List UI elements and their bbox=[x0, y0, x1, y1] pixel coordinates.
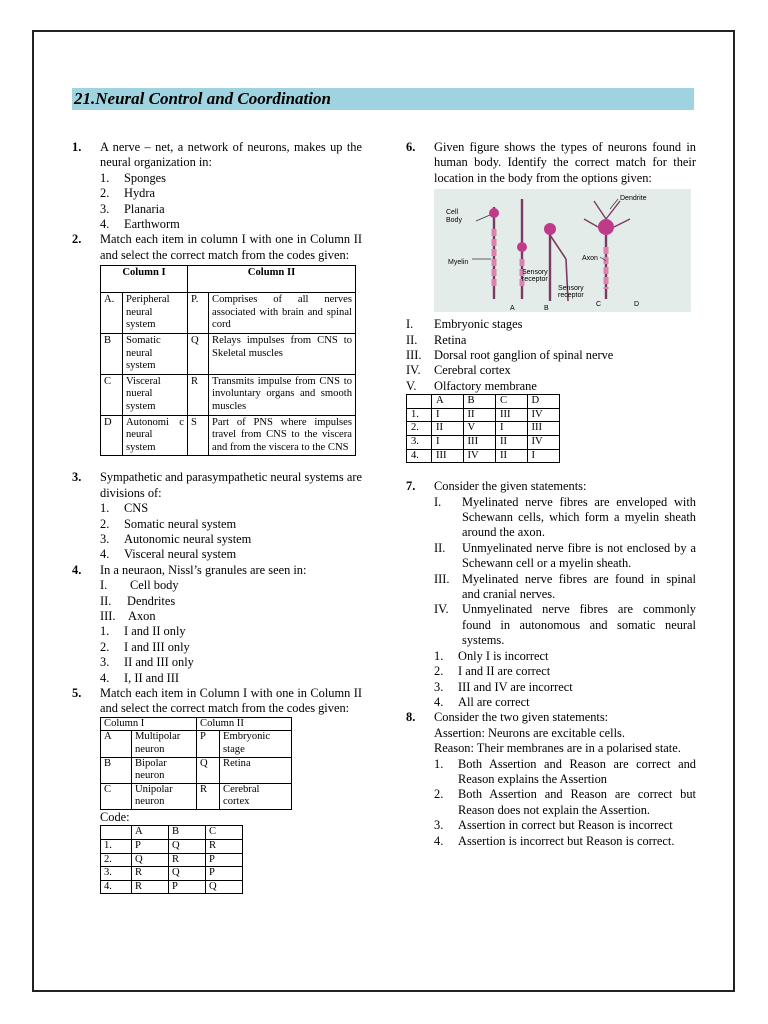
question-text: Sympathetic and parasympathetic neural systems are divisions of: bbox=[100, 470, 362, 500]
statement-text: Embryonic stages bbox=[434, 317, 523, 332]
table-row[interactable] bbox=[407, 408, 560, 422]
table-cell: Q bbox=[188, 334, 209, 375]
table-cell: 1. bbox=[407, 408, 432, 422]
option-text: Visceral neural system bbox=[124, 547, 237, 562]
option-number: 1. bbox=[434, 648, 444, 663]
option-number: 1. bbox=[434, 756, 444, 771]
option-1[interactable] bbox=[100, 171, 362, 186]
statement-2 bbox=[434, 541, 696, 572]
question-text: A nerve – net, a network of neurons, makes up the neural organization in: bbox=[100, 140, 362, 170]
table-cell: Somatic neural system bbox=[123, 334, 188, 375]
code-table bbox=[406, 394, 560, 463]
option-text: Planaria bbox=[124, 201, 165, 216]
table-cell: I bbox=[495, 422, 527, 436]
table-cell: III bbox=[463, 436, 495, 450]
option-number: 2. bbox=[100, 516, 110, 531]
option-text: Assertion in correct but Reason is incorrect bbox=[458, 818, 673, 833]
option-1[interactable] bbox=[100, 501, 362, 516]
statement-number: I. bbox=[434, 494, 442, 509]
statement-text: Unmyelinated nerve fibres are commonly found in autonomous and somatic neural systems. bbox=[462, 602, 696, 648]
table-cell: A bbox=[132, 826, 169, 840]
chapter-title-bar bbox=[72, 88, 694, 110]
question-7 bbox=[406, 479, 696, 710]
table-cell: R bbox=[188, 374, 209, 415]
table-cell: Cerebral cortex bbox=[220, 783, 292, 809]
table-cell: A. bbox=[101, 293, 123, 334]
option-text: Assertion is incorrect but Reason is correct. bbox=[458, 833, 675, 848]
option-1[interactable] bbox=[434, 757, 696, 788]
option-text: Earthworm bbox=[124, 217, 180, 232]
table-cell: B bbox=[169, 826, 206, 840]
option-3[interactable] bbox=[100, 202, 362, 217]
table-cell: S bbox=[188, 415, 209, 456]
figure-label-c: C bbox=[596, 301, 602, 309]
option-text: I and III only bbox=[124, 639, 190, 654]
option-text: Both Assertion and Reason are correct but Reason does not explain the Assertion. bbox=[458, 787, 696, 817]
question-1 bbox=[72, 140, 362, 232]
option-text: CNS bbox=[124, 501, 149, 516]
left-column bbox=[72, 140, 362, 894]
figure-label-dendrite: Dendrite bbox=[620, 195, 647, 203]
question-text: Consider the two given statements: bbox=[434, 710, 609, 725]
statement-4 bbox=[406, 363, 696, 378]
question-number: 1. bbox=[72, 140, 82, 154]
column-header: Column I bbox=[101, 266, 188, 293]
statement-number: III. bbox=[406, 348, 422, 363]
table-cell: A bbox=[101, 731, 132, 757]
question-4 bbox=[72, 563, 362, 686]
table-row[interactable] bbox=[407, 422, 560, 436]
table-cell: 1. bbox=[101, 840, 132, 854]
table-cell: Q bbox=[132, 853, 169, 867]
spacer bbox=[406, 463, 696, 479]
statement-3 bbox=[406, 348, 696, 363]
option-3[interactable] bbox=[100, 655, 362, 670]
question-6 bbox=[406, 140, 696, 312]
figure-label-cell-body: Cell Body bbox=[446, 209, 462, 225]
question-text: Match each item in column I with one in Column II and select the correct match from the codes given: bbox=[100, 232, 362, 262]
table-cell: 3. bbox=[101, 867, 132, 881]
table-cell: II bbox=[463, 408, 495, 422]
question-number: 7. bbox=[406, 479, 416, 494]
table-row bbox=[101, 757, 292, 783]
option-number: 2. bbox=[434, 664, 444, 679]
table-row[interactable] bbox=[101, 880, 243, 894]
option-number: 3. bbox=[100, 532, 110, 546]
option-number: 1. bbox=[100, 501, 110, 516]
option-text: II and III only bbox=[124, 655, 194, 670]
table-cell: Unipolar neuron bbox=[132, 783, 197, 809]
option-text: Autonomic neural system bbox=[124, 532, 252, 546]
table-cell: P bbox=[206, 853, 243, 867]
right-column bbox=[406, 140, 696, 849]
table-cell: Relays impulses from CNS to Skeletal muscles bbox=[209, 334, 356, 375]
table-cell: Retina bbox=[220, 757, 292, 783]
option-3[interactable] bbox=[434, 818, 696, 833]
statement-text: Retina bbox=[434, 332, 467, 347]
question-text: Match each item in Column I with one in Column II and select the correct match from the codes given: bbox=[100, 686, 362, 716]
table-row[interactable] bbox=[101, 853, 243, 867]
question-number: 4. bbox=[72, 562, 82, 577]
table-cell: P bbox=[132, 840, 169, 854]
statement-number: I. bbox=[406, 317, 414, 332]
code-label: Code: bbox=[100, 810, 130, 825]
statement-text: Cerebral cortex bbox=[434, 363, 511, 378]
statement-3 bbox=[100, 609, 362, 624]
question-number: 5. bbox=[72, 686, 82, 701]
table-cell: Bipolar neuron bbox=[132, 757, 197, 783]
statement-2 bbox=[100, 594, 362, 609]
option-text: III and IV are incorrect bbox=[458, 679, 573, 694]
table-cell: P bbox=[206, 867, 243, 881]
table-cell bbox=[101, 826, 132, 840]
table-cell: IV bbox=[527, 408, 560, 422]
table-cell: IV bbox=[463, 449, 495, 463]
table-cell: Embryonic stage bbox=[220, 731, 292, 757]
table-cell: R bbox=[197, 783, 220, 809]
option-1[interactable] bbox=[100, 624, 362, 639]
option-number: 4. bbox=[100, 670, 110, 685]
reason-text: Reason: Their membranes are in a polarised state. bbox=[434, 741, 681, 756]
table-cell: R bbox=[132, 867, 169, 881]
option-text: All are correct bbox=[458, 694, 530, 709]
statement-text: Myelinated nerve fibres are found in spinal and cranial nerves. bbox=[462, 571, 696, 602]
table-cell: B bbox=[101, 757, 132, 783]
table-cell: Q bbox=[197, 757, 220, 783]
figure-label-a: A bbox=[510, 305, 515, 313]
table-row bbox=[101, 731, 292, 757]
table-cell: A bbox=[432, 395, 464, 409]
spacer bbox=[72, 456, 362, 470]
table-cell: C bbox=[101, 783, 132, 809]
statement-number: V. bbox=[406, 378, 417, 393]
table-cell: Peripheral neural system bbox=[123, 293, 188, 334]
column-header: Column I bbox=[101, 717, 197, 731]
option-4[interactable] bbox=[100, 217, 362, 232]
table-cell: B bbox=[101, 334, 123, 375]
table-cell: R bbox=[206, 840, 243, 854]
question-text: In a neuraon, Nissl’s granules are seen in: bbox=[100, 562, 307, 577]
statement-text: Myelinated nerve fibres are enveloped with Schewann cells, which form a myelin sheath around the axon. bbox=[462, 494, 696, 540]
question-number: 2. bbox=[72, 232, 82, 247]
statement-number: III. bbox=[434, 571, 450, 586]
table-cell: Q bbox=[169, 867, 206, 881]
option-number: 4. bbox=[100, 217, 110, 232]
chapter-title: 21.Neural Control and Coordination bbox=[74, 89, 331, 108]
table-row[interactable] bbox=[101, 867, 243, 881]
figure-label-sensory-receptor: Sensory receptor bbox=[522, 269, 548, 284]
statements bbox=[100, 578, 362, 624]
option-number: 4. bbox=[434, 694, 444, 709]
option-text: Sponges bbox=[124, 170, 166, 185]
option-4[interactable] bbox=[434, 695, 696, 710]
options bbox=[100, 501, 362, 563]
table-cell bbox=[407, 395, 432, 409]
table-row[interactable] bbox=[407, 449, 560, 463]
options bbox=[434, 757, 696, 849]
table-cell: Q bbox=[206, 880, 243, 894]
statement-text: Unmyelinated nerve fibre is not enclosed by a Schewann cell or a myelin sheath. bbox=[462, 540, 696, 571]
statement-number: I. bbox=[100, 578, 108, 593]
option-number: 1. bbox=[100, 170, 110, 185]
table-cell: II bbox=[495, 436, 527, 450]
options bbox=[100, 171, 362, 233]
table-cell: B bbox=[463, 395, 495, 409]
table-cell: P bbox=[197, 731, 220, 757]
statement-text: Olfactory membrane bbox=[434, 378, 537, 393]
table-cell: C bbox=[101, 374, 123, 415]
neuron-types-figure bbox=[434, 189, 691, 312]
table-cell: Multipolar neuron bbox=[132, 731, 197, 757]
table-cell: II bbox=[432, 422, 464, 436]
table-row[interactable] bbox=[101, 840, 243, 854]
table-cell: 4. bbox=[407, 449, 432, 463]
option-2[interactable] bbox=[100, 640, 362, 655]
table-cell: 4. bbox=[101, 880, 132, 894]
option-number: 2. bbox=[100, 186, 110, 201]
options bbox=[100, 624, 362, 686]
question-5 bbox=[72, 686, 362, 894]
statement-1 bbox=[406, 317, 696, 332]
table-cell: P bbox=[169, 880, 206, 894]
statement-4 bbox=[434, 602, 696, 648]
statement-number: II. bbox=[100, 593, 112, 608]
question-6-statements bbox=[406, 317, 696, 463]
option-3[interactable] bbox=[100, 532, 362, 547]
table-row[interactable] bbox=[407, 436, 560, 450]
table-cell: 3. bbox=[407, 436, 432, 450]
table-cell: C bbox=[206, 826, 243, 840]
question-8 bbox=[406, 710, 696, 849]
statement-5 bbox=[406, 379, 696, 394]
option-text: Only I is incorrect bbox=[458, 648, 549, 663]
option-number: 2. bbox=[434, 787, 444, 802]
table-cell: Part of PNS where impulses travel from CNS to the viscera and from the viscera to the CNS bbox=[209, 415, 356, 456]
table-cell: P. bbox=[188, 293, 209, 334]
table-cell: III bbox=[495, 408, 527, 422]
table-cell: I bbox=[527, 449, 560, 463]
statement-text: Cell body bbox=[130, 578, 179, 593]
table-cell: D bbox=[527, 395, 560, 409]
figure-label-myelin: Myelin bbox=[448, 259, 469, 267]
table-cell: Q bbox=[169, 840, 206, 854]
table-cell: Visceral nueral system bbox=[123, 374, 188, 415]
option-2[interactable] bbox=[100, 517, 362, 532]
option-text: Hydra bbox=[124, 186, 155, 201]
question-number: 6. bbox=[406, 140, 416, 154]
table-cell: I bbox=[432, 408, 464, 422]
option-text: I and II only bbox=[124, 624, 186, 639]
option-number: 4. bbox=[100, 547, 110, 562]
question-text: Consider the given statements: bbox=[434, 479, 587, 494]
figure-label-axon: Axon bbox=[582, 255, 598, 263]
option-number: 4. bbox=[434, 833, 444, 848]
option-number: 3. bbox=[434, 679, 444, 694]
option-2[interactable] bbox=[434, 787, 696, 818]
statement-number: II. bbox=[406, 332, 418, 347]
table-row bbox=[101, 374, 356, 415]
statement-number: III. bbox=[100, 609, 116, 624]
question-number: 3. bbox=[72, 470, 82, 485]
option-4[interactable] bbox=[434, 834, 696, 849]
table-cell: Autonomi c neural system bbox=[123, 415, 188, 456]
assertion-text: Assertion: Neurons are excitable cells. bbox=[434, 725, 625, 740]
option-number: 3. bbox=[100, 201, 110, 216]
statements bbox=[434, 495, 696, 649]
table-cell: R bbox=[132, 880, 169, 894]
option-3[interactable] bbox=[434, 680, 696, 695]
figure-label-sensory-receptor: Sensory receptor bbox=[558, 285, 584, 300]
table-cell: III bbox=[527, 422, 560, 436]
table-cell: IV bbox=[527, 436, 560, 450]
option-text: Somatic neural system bbox=[124, 516, 237, 531]
statement-number: IV. bbox=[406, 363, 421, 378]
statement-text: Dorsal root ganglion of spinal nerve bbox=[434, 348, 614, 363]
statement-1 bbox=[434, 495, 696, 541]
figure-label-b: B bbox=[544, 305, 549, 313]
table-cell: III bbox=[432, 449, 464, 463]
table-row bbox=[101, 415, 356, 456]
option-number: 3. bbox=[100, 655, 110, 670]
table-cell: C bbox=[495, 395, 527, 409]
table-cell: D bbox=[101, 415, 123, 456]
statement-3 bbox=[434, 572, 696, 603]
table-cell: Transmits impulse from CNS to involuntary organs and smooth muscles bbox=[209, 374, 356, 415]
table-cell: 2. bbox=[101, 853, 132, 867]
table-row bbox=[101, 783, 292, 809]
question-text: Given figure shows the types of neurons found in human body. Identify the correct match for their location in the body from the options given: bbox=[434, 140, 696, 185]
question-2 bbox=[72, 232, 362, 456]
table-cell: II bbox=[495, 449, 527, 463]
option-text: Both Assertion and Reason are correct and Reason explains the Assertion bbox=[458, 756, 696, 786]
option-number: 1. bbox=[100, 624, 110, 639]
option-number: 2. bbox=[100, 639, 110, 654]
table-cell: 2. bbox=[407, 422, 432, 436]
statement-1 bbox=[100, 578, 362, 593]
statement-number: II. bbox=[434, 540, 446, 555]
option-2[interactable] bbox=[434, 664, 696, 679]
question-3 bbox=[72, 470, 362, 562]
match-table bbox=[100, 265, 356, 456]
options bbox=[434, 649, 696, 711]
option-number: 3. bbox=[434, 818, 444, 833]
statement-number: IV. bbox=[434, 602, 449, 617]
table-row bbox=[101, 293, 356, 334]
option-text: I, II and III bbox=[124, 670, 180, 685]
statement-text: Axon bbox=[128, 609, 156, 624]
statement-text: Dendrites bbox=[127, 593, 176, 608]
option-text: I and II are correct bbox=[458, 664, 551, 679]
table-cell: R bbox=[169, 853, 206, 867]
code-table bbox=[100, 825, 243, 894]
table-row bbox=[101, 334, 356, 375]
option-1[interactable] bbox=[434, 649, 696, 664]
table-cell: Comprises of all nerves associated with brain and spinal cord bbox=[209, 293, 356, 334]
figure-label-d: D bbox=[634, 301, 640, 309]
column-header: Column II bbox=[197, 717, 292, 731]
match-table bbox=[100, 717, 292, 810]
option-4[interactable] bbox=[100, 671, 362, 686]
table-cell: V bbox=[463, 422, 495, 436]
question-number: 8. bbox=[406, 710, 416, 725]
option-4[interactable] bbox=[100, 547, 362, 562]
option-2[interactable] bbox=[100, 186, 362, 201]
column-header: Column II bbox=[188, 266, 356, 293]
statement-2 bbox=[406, 333, 696, 348]
table-cell: I bbox=[432, 436, 464, 450]
